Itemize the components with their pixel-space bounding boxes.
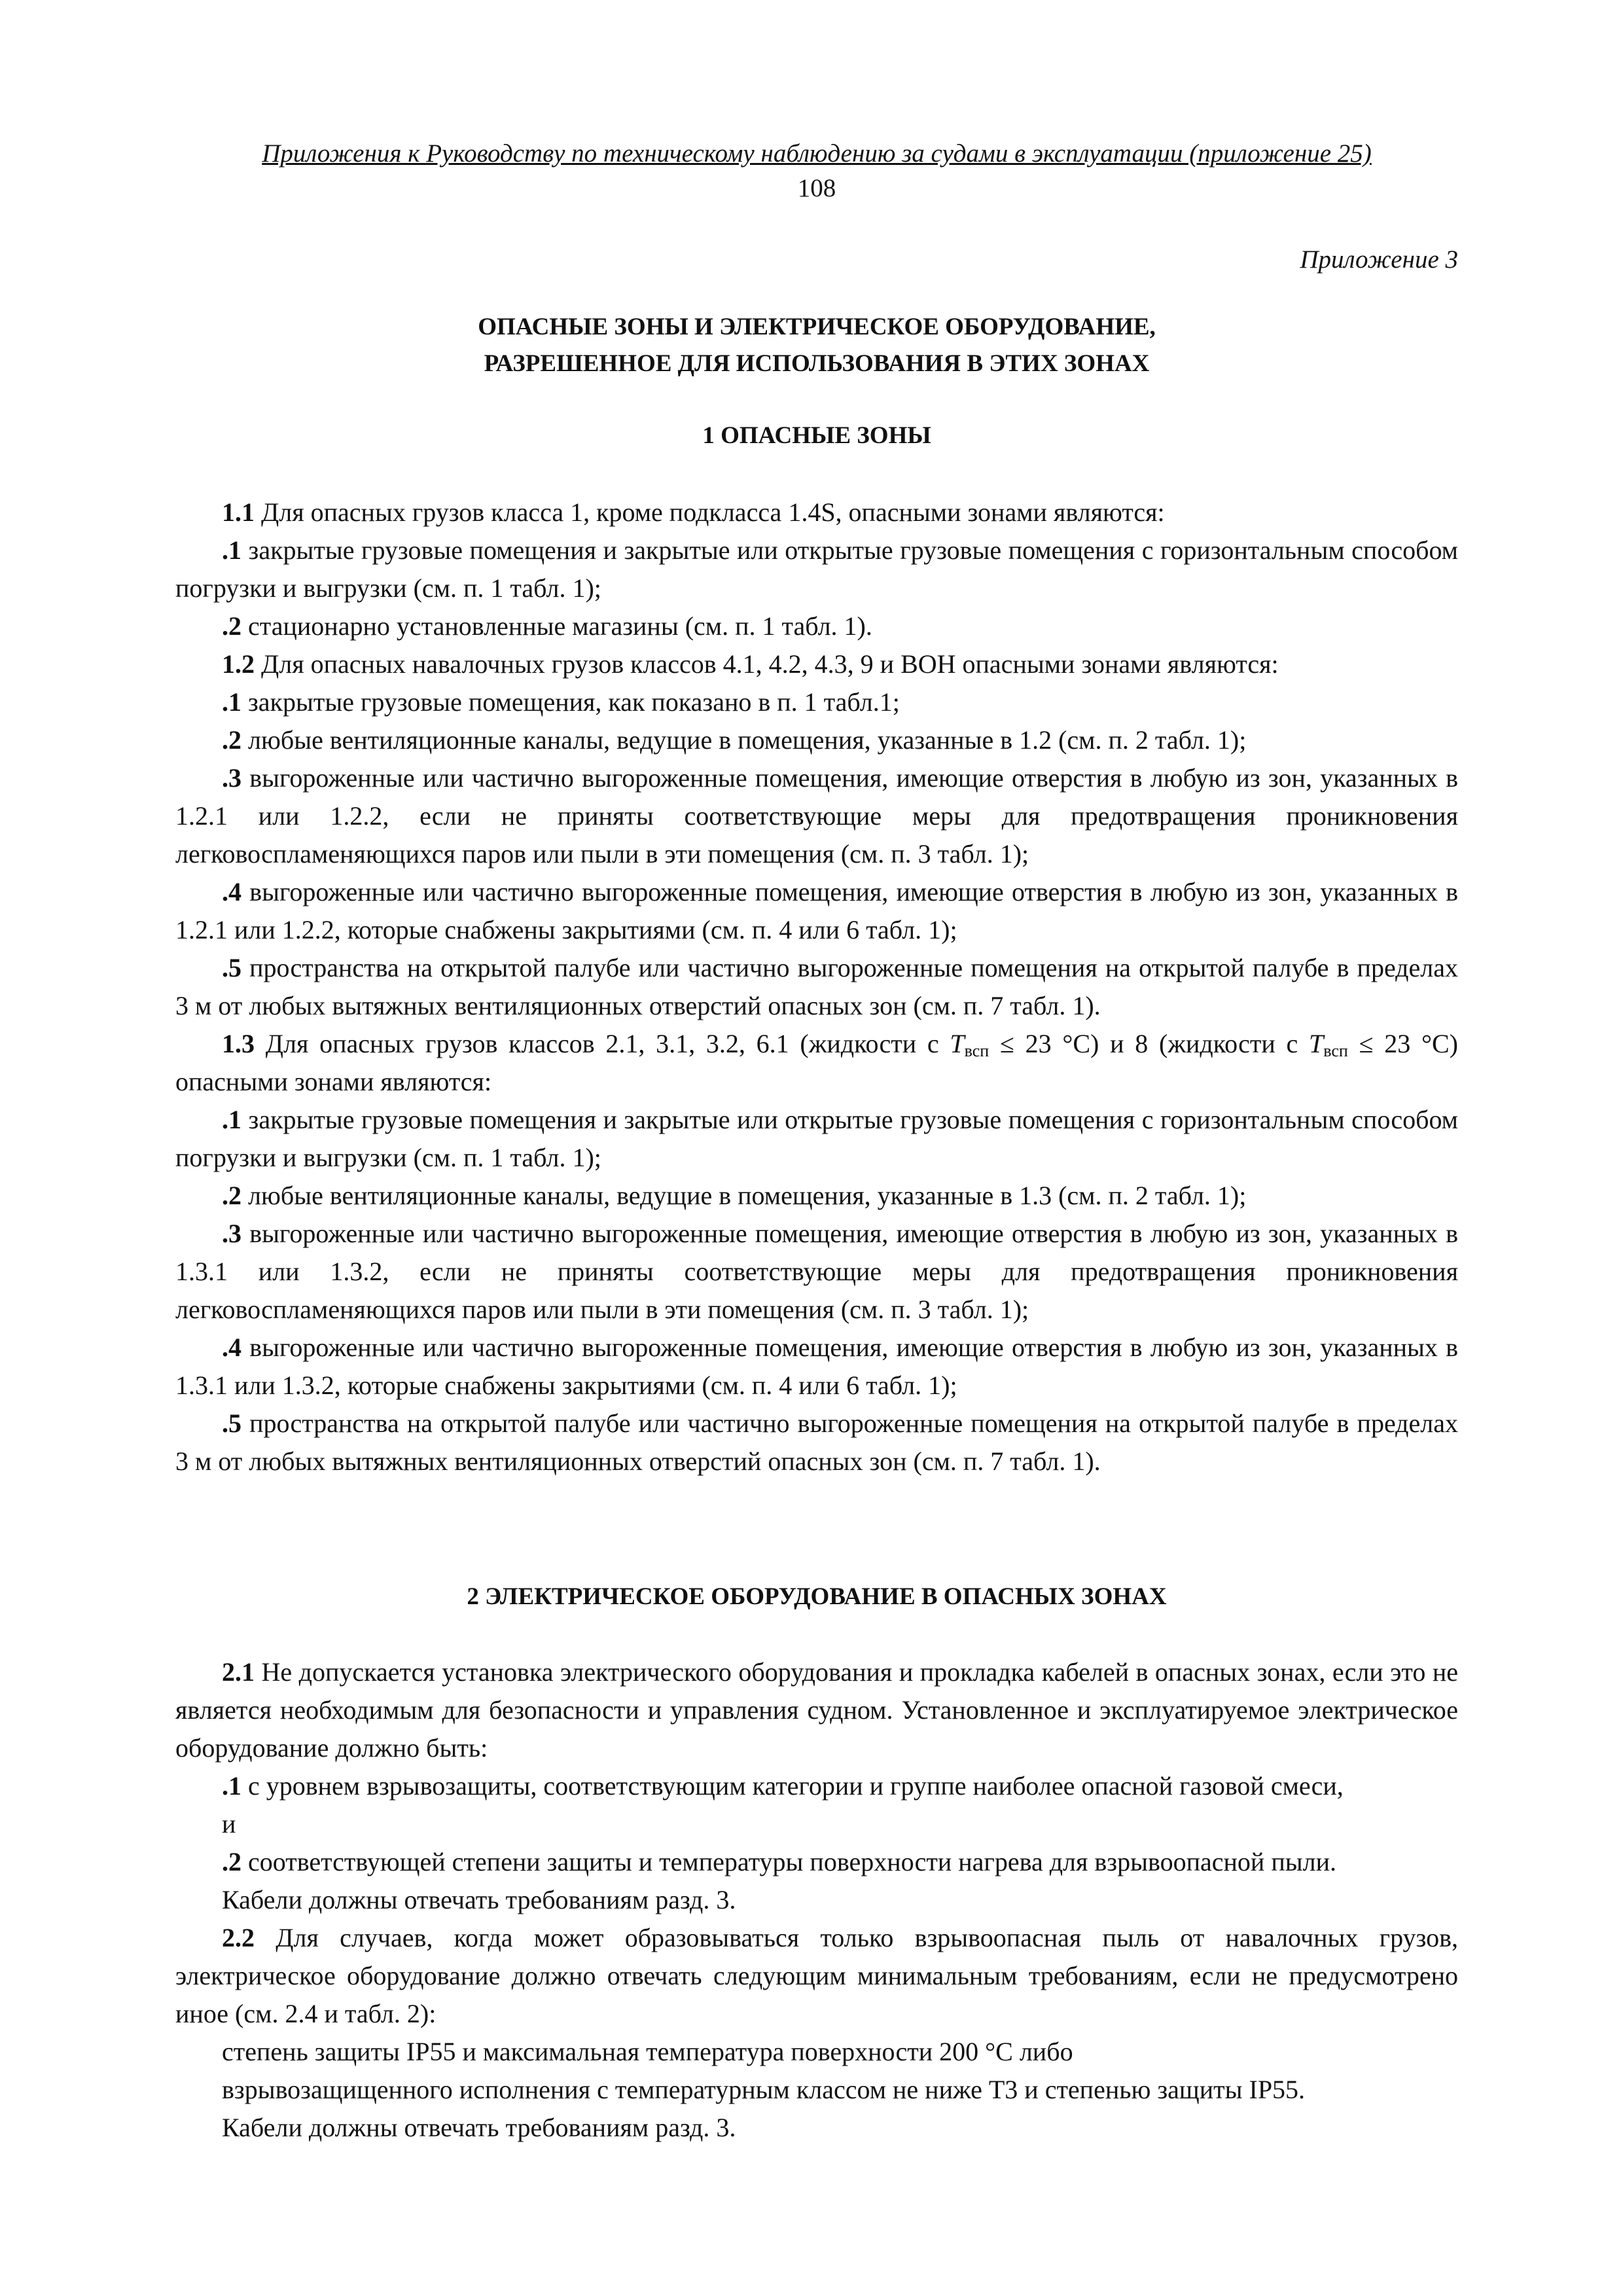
paragraph-1-1: 1.1 Для опасных грузов класса 1, кроме подкласса 1.4S, опасными зонами являются: (222, 497, 1165, 527)
paragraph-1-3: 1.3 Для опасных грузов классов 2.1, 3.1, 3.2, 6.1 (жидкости с $T_{всп} \le 23$ °С) и 8 (жидкости с $T_{всп} \le 23$ °С) опасными зонами являются: (175, 1029, 1458, 1096)
paragraph-1-3-2: .2 любые вентиляционные каналы, ведущие в помещения, указанные в 1.3 (см. п. 2 табл. 1); (222, 1181, 1247, 1210)
page-number: 108 (797, 174, 836, 202)
paragraph-1-3-5: .5 пространства на открытой палубе или частично выгороженные помещения на открытой палубе в пределах 3 м от любых вытяжных вентиляционных отверстий опасных зон (см. п. 7 табл. 1). (175, 1408, 1458, 1476)
paragraph-2-1: 2.1 Не допускается установка электрического оборудования и прокладка кабелей в опасных зонах, если это не является необходимым для безопасности и управления судном. Установленное и эксплуатируемое электрическое оборудование должно быть: (175, 1657, 1458, 1763)
section-2-heading: 2 ЭЛЕКТРИЧЕСКОЕ ОБОРУДОВАНИЕ В ОПАСНЫХ ЗОНАХ (467, 1583, 1167, 1610)
cables-note-1: Кабели должны отвечать требованиям разд. 3. (222, 1885, 736, 1914)
paragraph-1-2-2: .2 любые вентиляционные каналы, ведущие в помещения, указанные в 1.2 (см. п. 2 табл. 1); (222, 725, 1247, 755)
title-line-1: ОПАСНЫЕ ЗОНЫ И ЭЛЕКТРИЧЕСКОЕ ОБОРУДОВАНИЕ, (478, 314, 1156, 340)
paragraph-1-2-4: .4 выгороженные или частично выгороженные помещения, имеющие отверстия в любую из зон, указанных в 1.2.1 или 1.2.2, которые снабжены закрытиями (см. п. 4 или 6 табл. 1); (175, 877, 1458, 944)
paragraph-2-2-line-2: взрывозащищенного исполнения с температурным классом не ниже Т3 и степенью защиты IP55. (222, 2075, 1306, 2104)
paragraph-1-3-3: .3 выгороженные или частично выгороженные помещения, имеющие отверстия в любую из зон, указанных в 1.3.1 или 1.3.2, если не приняты соответствующие меры для предотвращения проникновения легковоспламеняющихся паров или пыли в эти помещения (см. п. 3 табл. 1); (175, 1219, 1458, 1324)
paragraph-2-1-1-cont: и (222, 1809, 236, 1839)
paragraph-1-1-1: .1 закрытые грузовые помещения и закрытые или открытые грузовые помещения с горизонтальным способом погрузки и выгрузки (см. п. 1 табл. 1); (175, 535, 1458, 603)
title-line-2: РАЗРЕШЕННОЕ ДЛЯ ИСПОЛЬЗОВАНИЯ В ЭТИХ ЗОНАХ (484, 350, 1150, 377)
document-title (175, 309, 1458, 382)
document-page (175, 137, 1458, 2147)
paragraph-2-2-line-1: степень защиты IP55 и максимальная температура поверхности 200 °С либо (222, 2037, 1073, 2066)
paragraph-1-2-3: .3 выгороженные или частично выгороженные помещения, имеющие отверстия в любую из зон, указанных в 1.2.1 или 1.2.2, если не приняты соответствующие меры для предотвращения проникновения легковоспламеняющихся паров или пыли в эти помещения (см. п. 3 табл. 1); (175, 763, 1458, 869)
paragraph-1-2-1: .1 закрытые грузовые помещения, как показано в п. 1 табл.1; (222, 687, 900, 717)
paragraph-1-3-1: .1 закрытые грузовые помещения и закрытые или открытые грузовые помещения с горизонтальным способом погрузки и выгрузки (см. п. 1 табл. 1); (175, 1105, 1458, 1172)
cables-note-2: Кабели должны отвечать требованиям разд. 3. (222, 2113, 736, 2142)
running-header: Приложения к Руководству по техническому наблюдению за судами в эксплуатации (приложение 25) (262, 139, 1372, 168)
paragraph-2-2: 2.2 Для случаев, когда может образовываться только взрывоопасная пыль от навалочных грузов, электрическое оборудование должно отвечать следующим минимальным требованиям, если не предусмотрено иное (см. 2.4 и табл. 2): (175, 1923, 1458, 2028)
paragraph-1-1-2: .2 стационарно установленные магазины (см. п. 1 табл. 1). (222, 611, 872, 641)
appendix-label: Приложение 3 (1300, 245, 1458, 274)
paragraph-2-1-2: .2 соответствующей степени защиты и температуры поверхности нагрева для взрывоопасной пыли. (222, 1847, 1336, 1876)
paragraph-2-1-1: .1 с уровнем взрывозащиты, соответствующим категории и группе наиболее опасной газовой смеси, (222, 1771, 1344, 1801)
paragraph-1-2: 1.2 Для опасных навалочных грузов классов 4.1, 4.2, 4.3, 9 и ВОН опасными зонами являются: (222, 649, 1279, 679)
paragraph-1-3-4: .4 выгороженные или частично выгороженные помещения, имеющие отверстия в любую из зон, указанных в 1.3.1 или 1.3.2, которые снабжены закрытиями (см. п. 4 или 6 табл. 1); (175, 1333, 1458, 1400)
section-1-heading: 1 ОПАСНЫЕ ЗОНЫ (702, 422, 931, 449)
paragraph-1-2-5: .5 пространства на открытой палубе или частично выгороженные помещения на открытой палубе в пределах 3 м от любых вытяжных вентиляционных отверстий опасных зон (см. п. 7 табл. 1). (175, 953, 1458, 1020)
